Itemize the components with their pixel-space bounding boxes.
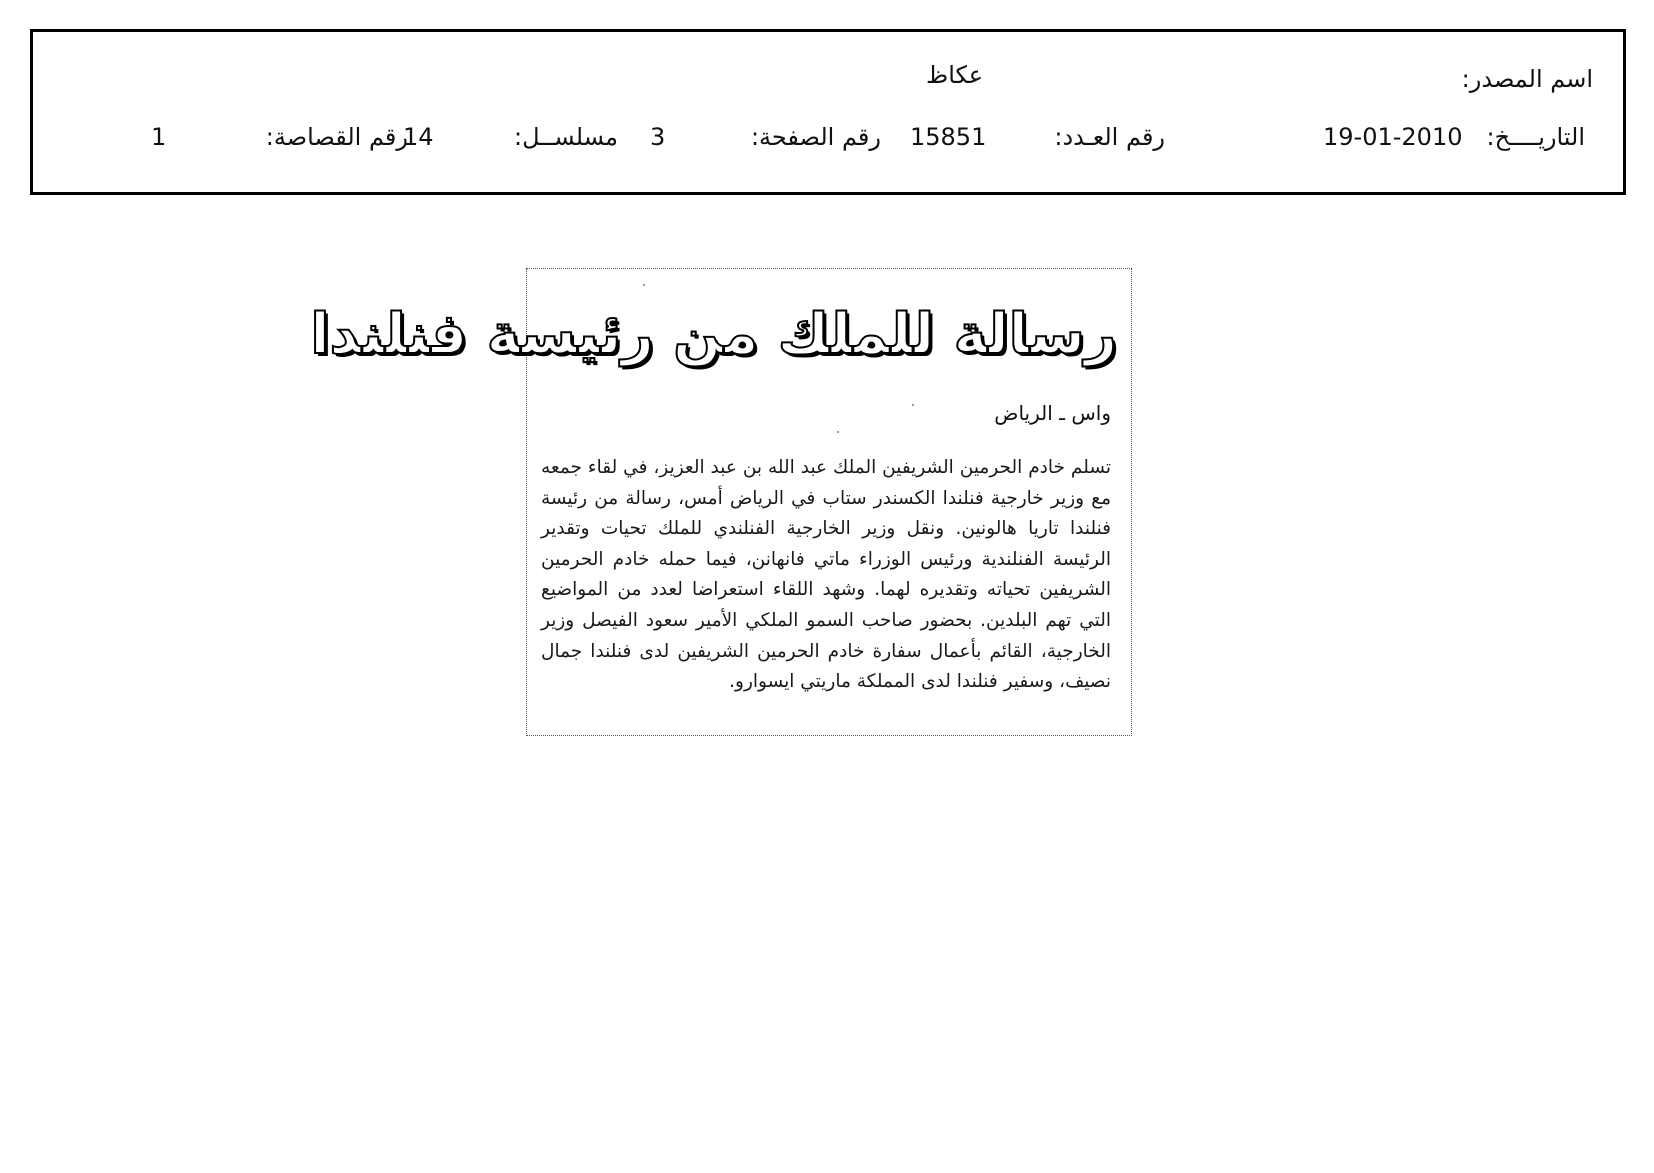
article-body: تسلم خادم الحرمين الشريفين الملك عبد الله بن عبد العزيز، في لقاء جمعه مع وزير خارجية فنلندا الكسندر ستاب في الرياض أمس، رسالة من رئيسة فنلندا تاريا هالونين. ونقل وزير الخارجية الفنلندي للملك تحيات وتقدير الرئيسة الفنلندية ورئيس الوزراء ماتي فانهانن، فيما حمله خادم الحرمين الشريفين تحياته وتقديره لهما. وشهد اللقاء استعراضا لعدد من المواضيع التي تهم البلدين. بحضور صاحب السمو الملكي الأمير سعود الفيصل وزير الخارجية، القائم بأعمال سفارة خادم الحرمين الشريفين لدى فنلندا جمال نصيف، وسفير فنلندا لدى المملكة ماريتي ايسوارو. (541, 457, 1111, 693)
scan-speck (837, 431, 839, 433)
article-byline: واس ـ الرياض (994, 401, 1111, 425)
serial-value: 14 (403, 123, 434, 151)
issue-number-value: 15851 (910, 123, 987, 151)
scan-speck (912, 404, 914, 406)
article-headline: رسالة للملك من رئيسة فنلندا (310, 302, 1117, 367)
issue-number-label: رقم العـدد: (1054, 123, 1165, 151)
source-value: عكاظ (926, 61, 984, 89)
newspaper-clipping (310, 268, 1132, 736)
scan-speck (643, 284, 645, 286)
serial-label: مسلســل: (514, 123, 618, 151)
clip-number-label: رقم القصاصة: (265, 123, 408, 151)
clip-number-value: 1 (151, 123, 167, 151)
clipping-metadata-header (30, 29, 1626, 195)
date-value: 19-01-2010 (1323, 123, 1463, 151)
page-number-label: رقم الصفحة: (750, 123, 881, 151)
source-label: اسم المصدر: (1461, 65, 1593, 93)
date-label: التاريــــخ: (1486, 123, 1585, 151)
page-number-value: 3 (650, 123, 666, 151)
